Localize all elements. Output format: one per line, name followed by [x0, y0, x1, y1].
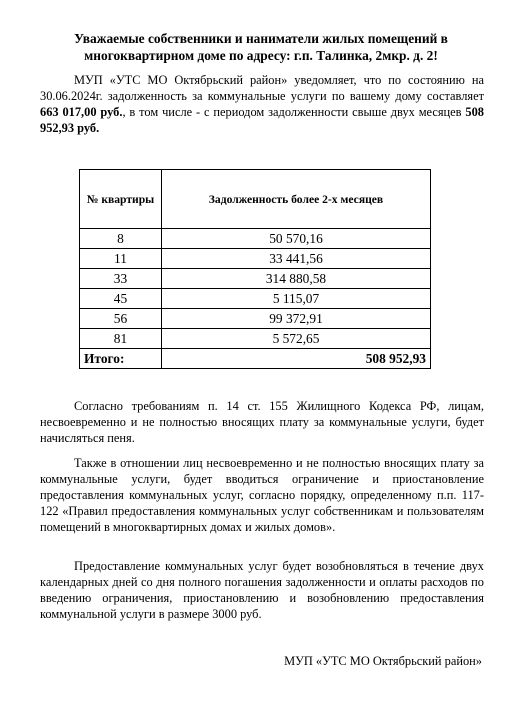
total-value: 508 952,93: [162, 349, 431, 369]
restriction-paragraph: Также в отношении лиц несвоевременно и не полностью вносящих плату за коммунальные услуги, будет вводиться ограничение и приостановление предоставления коммунальных услуг, согласно порядку, определенному п.п. 117-122 «Правил предоставления коммунальных услуг собственникам и пользователям помещений в многоквартирных домах и жилых домов».: [40, 456, 484, 534]
debt-cell: 99 372,91: [162, 309, 431, 329]
header-debt: Задолженность более 2-х месяцев: [162, 170, 431, 229]
debt-cell: 314 880,58: [162, 269, 431, 289]
table-row: [80, 329, 431, 349]
table-total-row: [80, 349, 431, 369]
resumption-paragraph: Предоставление коммунальных услуг будет возобновляться в течение двух календарных дней со дня полного погашения задолженности и оплаты расходов по введению ограничения, приостановлению и возобновлению предоставления коммунальной услуги в размере 3000 руб.: [40, 559, 484, 621]
total-debt: 663 017,00 руб.: [40, 105, 123, 119]
notice-title: Уважаемые собственники и наниматели жилых помещений в многоквартирном доме по адресу: г.п. Талинка, 2мкр. д. 2!: [74, 31, 448, 63]
table-row: [80, 289, 431, 309]
apartment-cell: 8: [80, 229, 162, 249]
apartment-cell: 56: [80, 309, 162, 329]
intro-paragraph: [40, 72, 484, 136]
apartment-cell: 45: [80, 289, 162, 309]
apartment-cell: 33: [80, 269, 162, 289]
table-row: [80, 229, 431, 249]
total-label: Итого:: [80, 349, 162, 369]
intro-text-1: МУП «УТС МО Октябрьский район» уведомляет, что по состоянию на 30.06.2024г. задолженность за коммунальные услуги по вашему дому составляет: [40, 73, 484, 103]
debt-cell: 5 115,07: [162, 289, 431, 309]
table-row: [80, 249, 431, 269]
table-row: [80, 309, 431, 329]
overdue-debt: 508 952,93 руб.: [40, 105, 484, 135]
intro-text-2: , в том числе - с периодом задолженности свыше двух месяцев: [122, 105, 466, 119]
penalty-paragraph: Согласно требованиям п. 14 ст. 155 Жилищного Кодекса РФ, лицам, несвоевременно и не полностью вносящих плату за коммунальные услуги, будет начисляться пеня.: [40, 399, 484, 445]
debt-cell: 5 572,65: [162, 329, 431, 349]
debt-table: [79, 169, 431, 369]
apartment-cell: 81: [80, 329, 162, 349]
apartment-cell: 11: [80, 249, 162, 269]
table-header-row: [80, 170, 431, 229]
table-row: [80, 269, 431, 289]
header-apartment: № квартиры: [80, 170, 162, 229]
signature: МУП «УТС МО Октябрьский район»: [284, 654, 482, 668]
debt-cell: 33 441,56: [162, 249, 431, 269]
debt-cell: 50 570,16: [162, 229, 431, 249]
